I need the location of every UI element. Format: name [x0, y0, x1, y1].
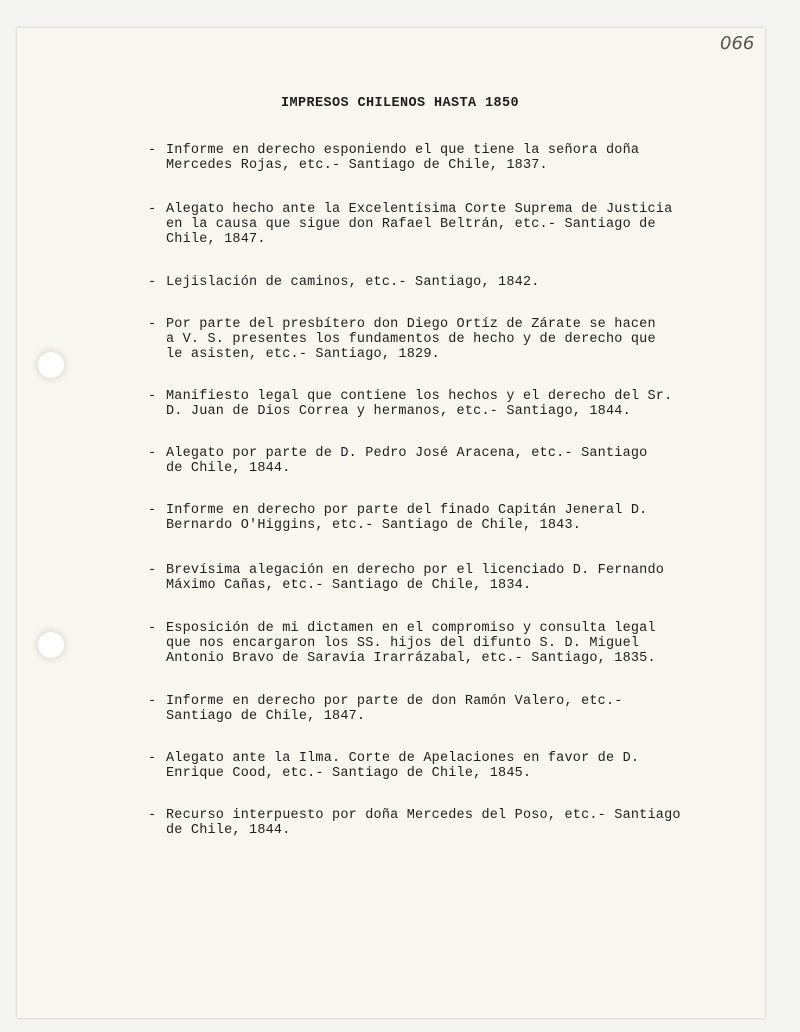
list-item	[148, 563, 728, 593]
bullet-dash: -	[148, 503, 157, 518]
list-item	[148, 275, 728, 290]
list-item	[148, 503, 728, 533]
entry-text: Alegato hecho ante la Excelentísima Corte Suprema de Justicia en la causa que sigue don Rafael Beltrán, etc.- Santiago de Chile, 1847.	[166, 202, 673, 247]
bullet-dash: -	[148, 751, 157, 766]
bullet-dash: -	[148, 202, 157, 217]
bullet-dash: -	[148, 808, 157, 823]
bullet-dash: -	[148, 446, 157, 461]
bullet-dash: -	[148, 143, 157, 158]
list-item	[148, 446, 728, 476]
bullet-dash: -	[148, 621, 157, 636]
bullet-dash: -	[148, 563, 157, 578]
page-number: 066	[720, 33, 755, 54]
list-item	[148, 317, 728, 362]
document-title: IMPRESOS CHILENOS HASTA 1850	[280, 96, 520, 111]
bullet-dash: -	[148, 389, 157, 404]
bullet-dash: -	[148, 317, 157, 332]
list-item	[148, 202, 728, 247]
entry-text: Esposición de mi dictamen en el compromiso y consulta legal que nos encargaron los SS. hijos del difunto S. D. Miguel Antonio Bravo de Saravia Irarrázabal, etc.- Santiago, 1835.	[166, 621, 656, 666]
entry-text: Informe en derecho por parte del finado Capitán Jeneral D. Bernardo O'Higgins, etc.- Santiago de Chile, 1843.	[166, 503, 648, 533]
entry-text: Informe en derecho por parte de don Ramón Valero, etc.- Santiago de Chile, 1847.	[166, 694, 623, 724]
entry-text: Lejislación de caminos, etc.- Santiago, 1842.	[166, 275, 540, 290]
list-item	[148, 143, 728, 173]
bullet-dash: -	[148, 694, 157, 709]
entry-text: Recurso interpuesto por doña Mercedes del Poso, etc.- Santiago de Chile, 1844.	[166, 808, 681, 838]
entry-text: Alegato por parte de D. Pedro José Aracena, etc.- Santiago de Chile, 1844.	[166, 446, 648, 476]
entry-text: Alegato ante la Ilma. Corte de Apelaciones en favor de D. Enrique Cood, etc.- Santiago de Chile, 1845.	[166, 751, 640, 781]
entry-text: Informe en derecho esponiendo el que tiene la señora doña Mercedes Rojas, etc.- Santiago de Chile, 1837.	[166, 143, 640, 173]
punch-hole-bottom	[38, 632, 64, 658]
entry-text: Brevísima alegación en derecho por el licenciado D. Fernando Máximo Cañas, etc.- Santiago de Chile, 1834.	[166, 563, 665, 593]
entry-text: Por parte del presbítero don Diego Ortíz de Zárate se hacen a V. S. presentes los fundamentos de hecho y de derecho que le asisten, etc.- Santiago, 1829.	[166, 317, 656, 362]
list-item	[148, 389, 728, 419]
punch-hole-top	[38, 352, 64, 378]
entry-text: Manifiesto legal que contiene los hechos y el derecho del Sr. D. Juan de Dios Correa y hermanos, etc.- Santiago, 1844.	[166, 389, 673, 419]
list-item	[148, 808, 728, 838]
list-item	[148, 621, 728, 666]
list-item	[148, 694, 728, 724]
bullet-dash: -	[148, 275, 157, 290]
list-item	[148, 751, 728, 781]
